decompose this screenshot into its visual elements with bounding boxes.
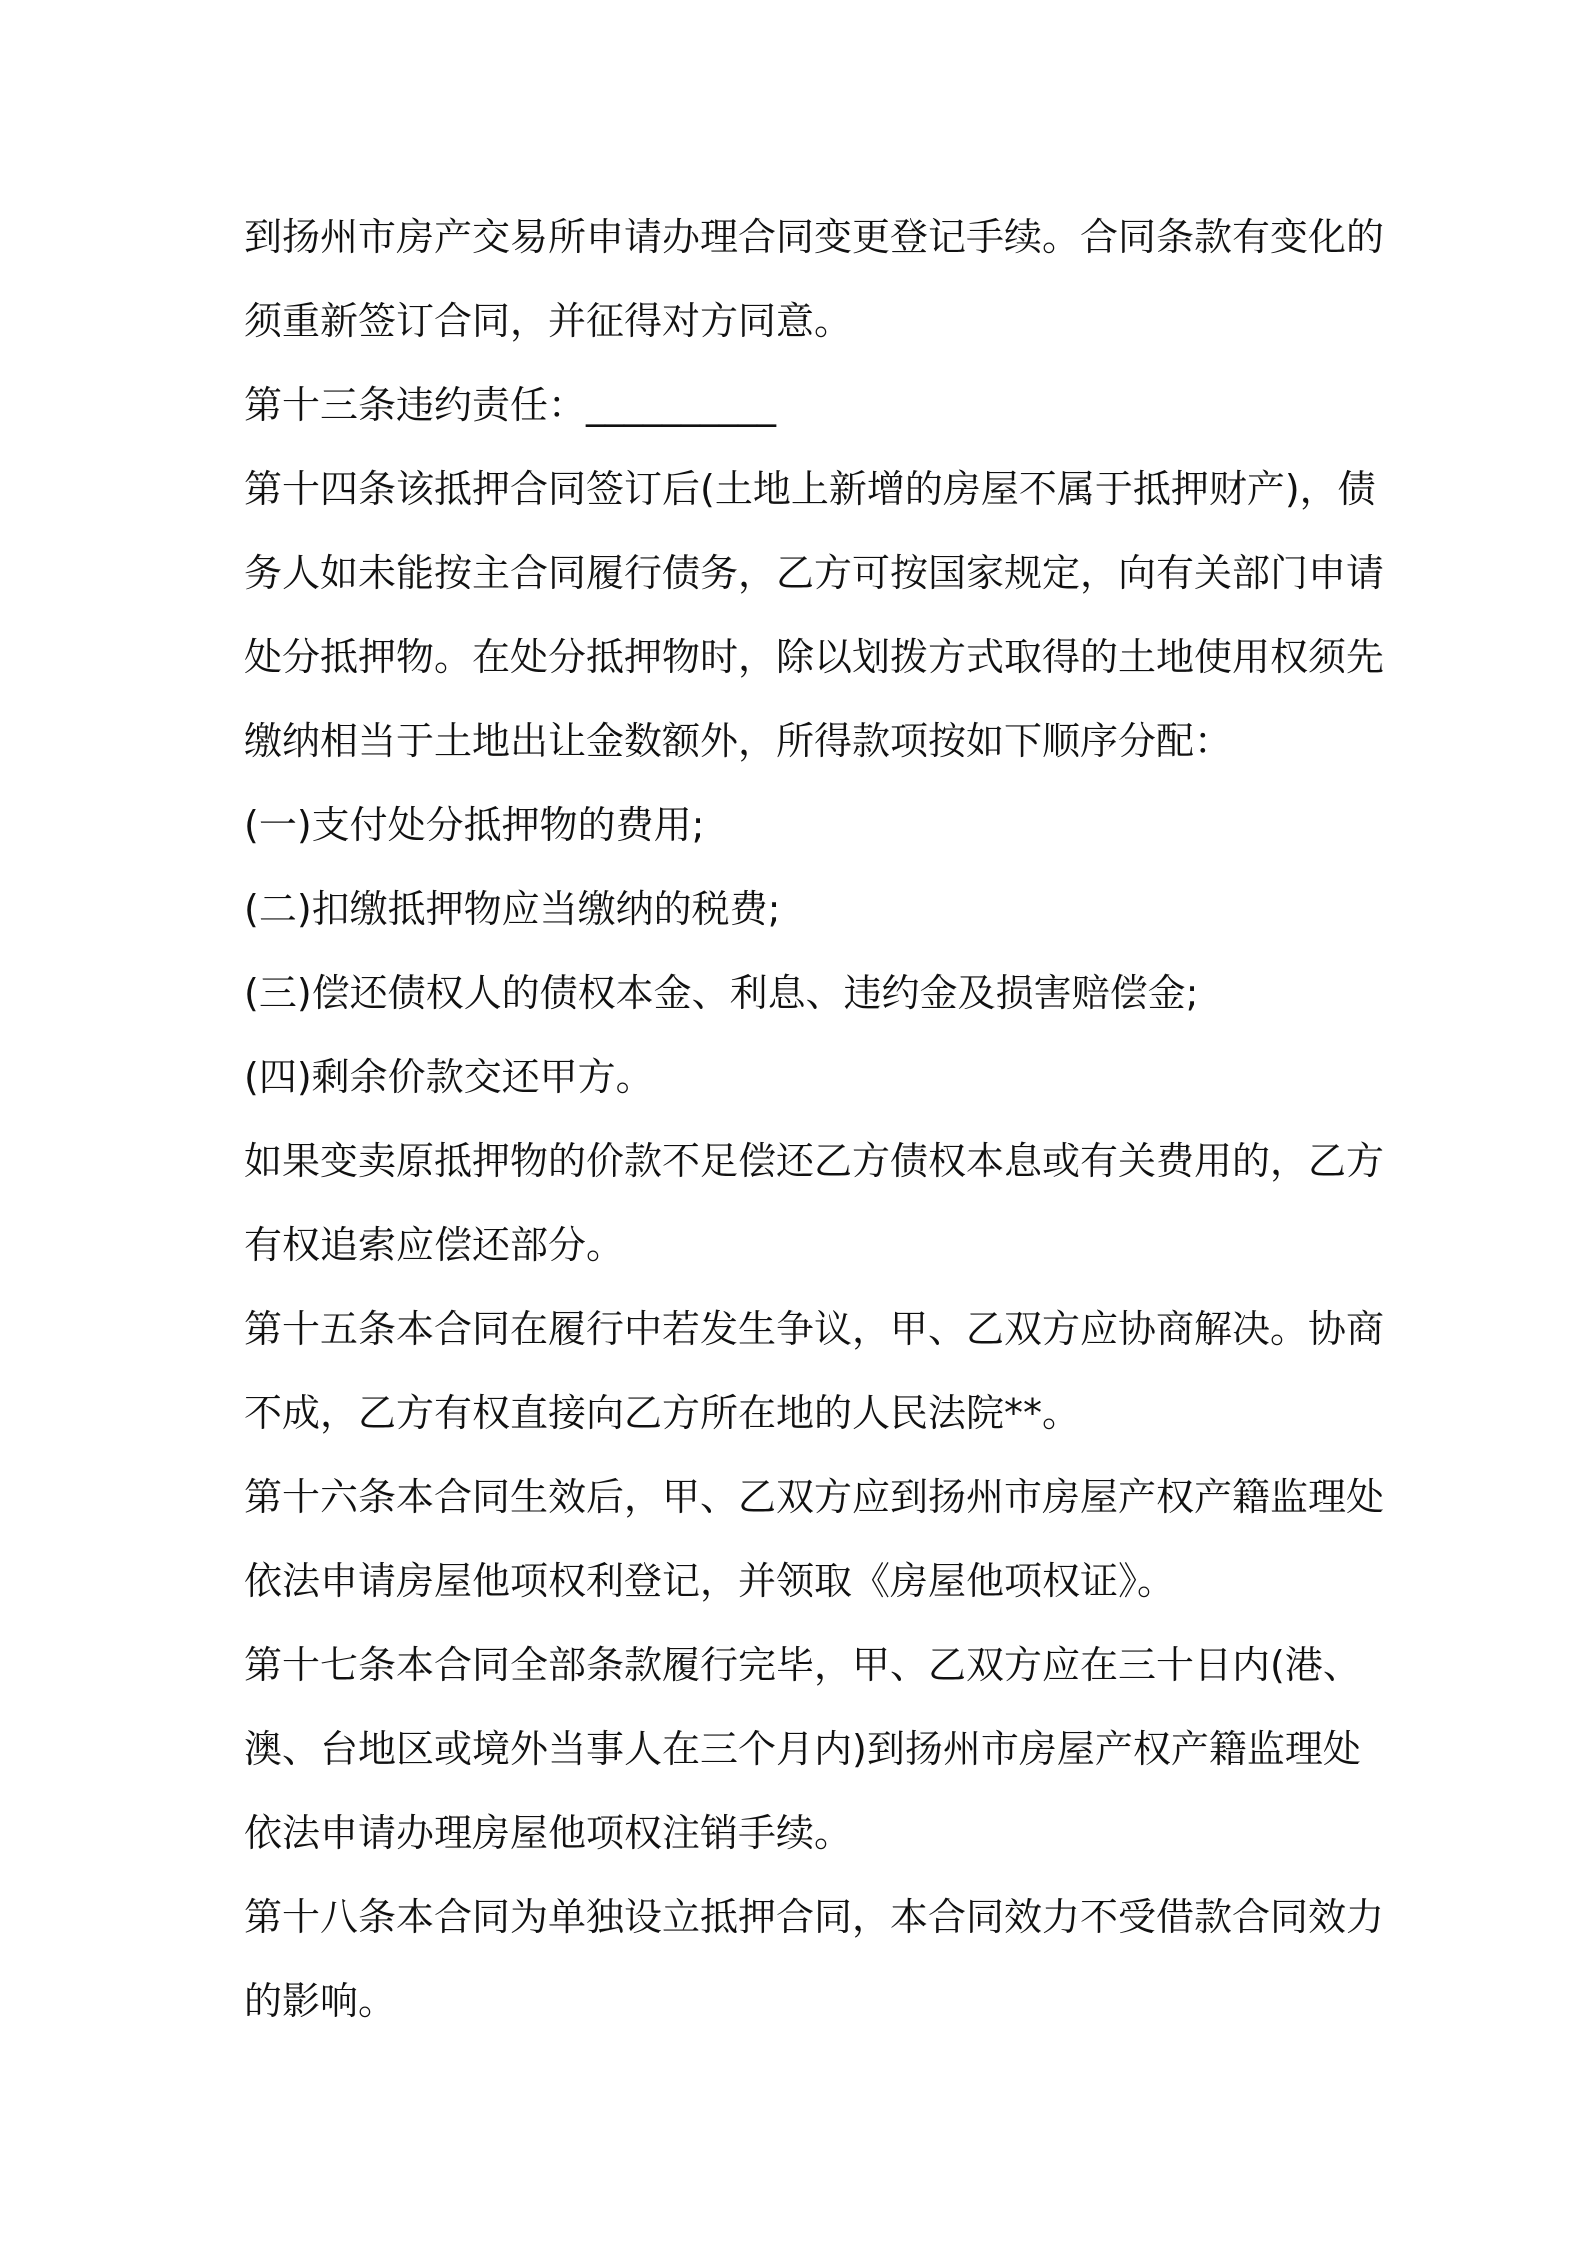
- article-17-line: 第十七条本合同全部条款履行完毕，甲、乙双方应在三十日内(港、: [244, 1643, 1361, 1687]
- article-14-line: 第十四条该抵押合同签订后(土地上新增的房屋不属于抵押财产)，债: [244, 467, 1376, 511]
- article-18-line: 第十八条本合同为单独设立抵押合同，本合同效力不受借款合同效力: [244, 1895, 1385, 1939]
- text-line: 不成，乙方有权直接向乙方所在地的人民法院**。: [244, 1391, 1081, 1435]
- document-body: [244, 195, 1385, 2043]
- text-line: 务人如未能按主合同履行债务，乙方可按国家规定，向有关部门申请: [244, 551, 1385, 595]
- text-line: 的影响。: [244, 1979, 397, 2023]
- list-item: (一)支付处分抵押物的费用;: [244, 803, 705, 847]
- text-line: 须重新签订合同，并征得对方同意。: [244, 299, 853, 343]
- article-15-line: 第十五条本合同在履行中若发生争议，甲、乙双方应协商解决。协商: [244, 1307, 1385, 1351]
- text-line: 缴纳相当于土地出让金数额外，所得款项按如下顺序分配：: [244, 719, 1233, 763]
- text-line: 如果变卖原抵押物的价款不足偿还乙方债权本息或有关费用的，乙方: [244, 1139, 1385, 1183]
- article-13-line: 第十三条违约责任：__________: [244, 383, 777, 427]
- list-item: (四)剩余价款交还甲方。: [244, 1055, 654, 1099]
- list-item: (二)扣缴抵押物应当缴纳的税费;: [244, 887, 781, 931]
- text-line: 到扬州市房产交易所申请办理合同变更登记手续。合同条款有变化的: [244, 215, 1385, 259]
- text-line: 依法申请房屋他项权利登记，并领取《房屋他项权证》。: [244, 1559, 1176, 1603]
- text-line: 处分抵押物。在处分抵押物时，除以划拨方式取得的土地使用权须先: [244, 635, 1385, 679]
- article-16-line: 第十六条本合同生效后，甲、乙双方应到扬州市房屋产权产籍监理处: [244, 1475, 1385, 1519]
- list-item: (三)偿还债权人的债权本金、利息、违约金及损害赔偿金;: [244, 971, 1199, 1015]
- text-line: 依法申请办理房屋他项权注销手续。: [244, 1811, 853, 1855]
- text-line: 澳、台地区或境外当事人在三个月内)到扬州市房屋产权产籍监理处: [244, 1727, 1361, 1771]
- text-line: 有权追索应偿还部分。: [244, 1223, 625, 1267]
